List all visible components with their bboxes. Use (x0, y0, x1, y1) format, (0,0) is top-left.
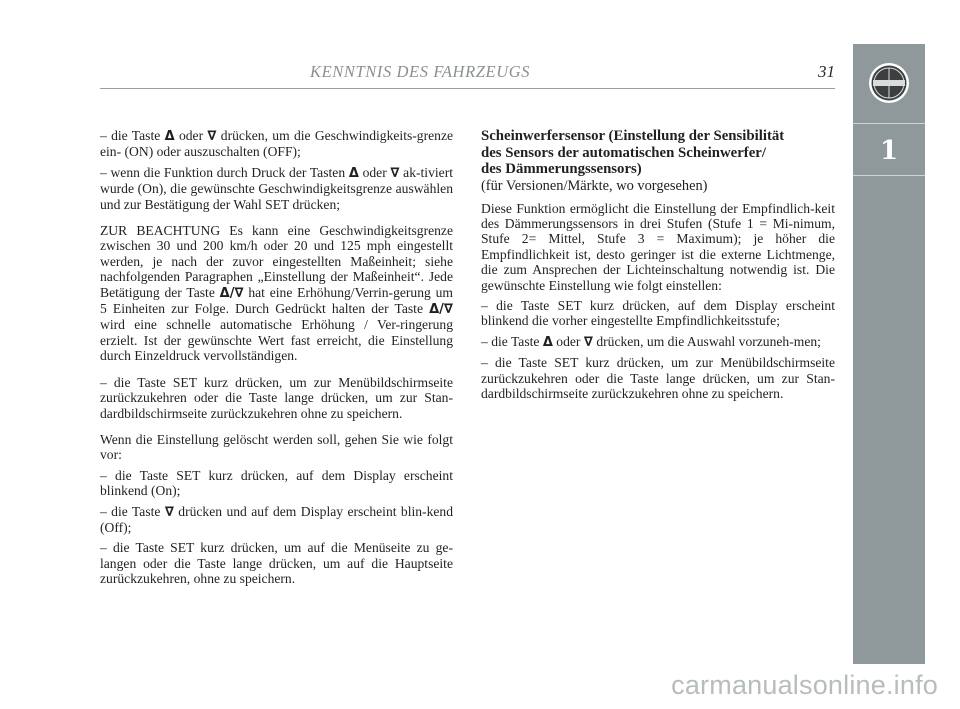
section-title: Scheinwerfersensor (Einstellung der Sensibilität des Sensors der automatischen Scheinwerfer/ des Dämmerungssensors) (481, 128, 785, 177)
running-title: KENNTNIS DES FAHRZEUGS (310, 62, 531, 81)
up-down-arrow-icon: Δ/∇ (429, 302, 453, 318)
paragraph: – wenn die Funktion durch Druck der Tasten Δ oder ∇ ak-tiviert wurde (On), die gewünschte Geschwindigkeitsgrenze auswählen und zur Bestätigung der Wahl SET drücken; (100, 164, 453, 212)
paragraph: – die Taste Δ oder ∇ drücken, um die Auswahl vorzuneh-men; (481, 333, 821, 350)
up-arrow-icon: Δ (164, 129, 175, 144)
chapter-tab (853, 44, 925, 664)
paragraph: – die Taste SET kurz drücken, auf dem Display erscheint blinkend (On); (100, 467, 453, 499)
paragraph: – die Taste SET kurz drücken, um auf die Menüseite zu ge-langen oder die Taste lange drücken, um auf die Hauptseite zurückzukehren, ohne zu speichern. (100, 540, 453, 587)
chapter-number: 1 (879, 136, 899, 166)
lancia-logo (868, 62, 910, 104)
up-arrow-icon: Δ (348, 165, 359, 181)
note-paragraph: ZUR BEACHTUNG Es kann eine Geschwindigkeitsgrenze zwischen 30 und 200 km/h oder 20 und 125 mph eingestellt werden, je nach der zuvor eingestellten Maßeinheit; siehe nachfolgenden Paragraphen „Einstellung der Maßeinheit“. Jede Betätigung der Taste Δ/∇ hat eine Erhöhung/Verrin-gerung um 5 Einheiten zur Folge. Durch Gedrückt halten der Taste Δ/∇ wird eine schnelle automatische Erhöhung / Ver-ringerung erzielt. Ist der gewünschte Wert fast erreicht, die Einstellung durch Einzeldruck vervollständigen. (100, 223, 453, 364)
up-arrow-icon: Δ (542, 334, 553, 350)
down-arrow-icon: ∇ (207, 129, 217, 144)
watermark: carmanualsonline.info (671, 670, 938, 700)
section-subtitle: (für Versionen/Märkte, wo vorgesehen) (481, 177, 708, 194)
paragraph: – die Taste Δ oder ∇ drücken, um die Geschwindigkeits-grenze ein- (ON) oder auszuschalten (OFF); (100, 128, 454, 160)
paragraph: – die Taste ∇ drücken und auf dem Display erscheint blin-kend (Off); (100, 503, 453, 535)
down-arrow-icon: ∇ (583, 334, 593, 350)
up-down-arrow-icon: Δ/∇ (219, 285, 244, 301)
down-arrow-icon: ∇ (164, 504, 174, 520)
left-column (100, 128, 453, 592)
header-rule (100, 88, 835, 89)
paragraph: – die Taste SET kurz drücken, um zur Menübildschirmseite zurückzukehren oder die Taste lange drücken, um zur Stan-dardbildschirmseite zurückzukehren ohne zu speichern. (100, 374, 453, 421)
tab-divider (853, 123, 925, 124)
right-column (481, 128, 835, 406)
page-number: 31 (818, 62, 835, 81)
paragraph: Wenn die Einstellung gelöscht werden soll, gehen Sie wie folgt vor: (100, 431, 453, 463)
tab-divider (853, 175, 925, 176)
paragraph: Diese Funktion ermöglicht die Einstellung der Empfindlich-keit des Dämmerungssensors in drei Stufen (Stufe 1 = Mi-nimum, Stufe 2= Mittel, Stufe 3 = Maximum); je höher die Empfindlichkeit ist, desto geringer ist die externe Lichtmenge, die zum Ansprechen der Lichteinschaltung notwendig ist. Die gewünschte Einstellung wie folgt einstellen: (481, 200, 835, 293)
paragraph: – die Taste SET kurz drücken, um zur Menübildschirmseite zurückzukehren oder die Taste lange drücken, um zur Stan-dardbildschirmseite zurückzukehren ohne zu speichern. (481, 355, 835, 401)
paragraph: – die Taste SET kurz drücken, auf dem Display erscheint blinkend die vorher eingestellte Empfindlichkeitsstufe; (481, 297, 835, 329)
down-arrow-icon: ∇ (390, 165, 400, 181)
